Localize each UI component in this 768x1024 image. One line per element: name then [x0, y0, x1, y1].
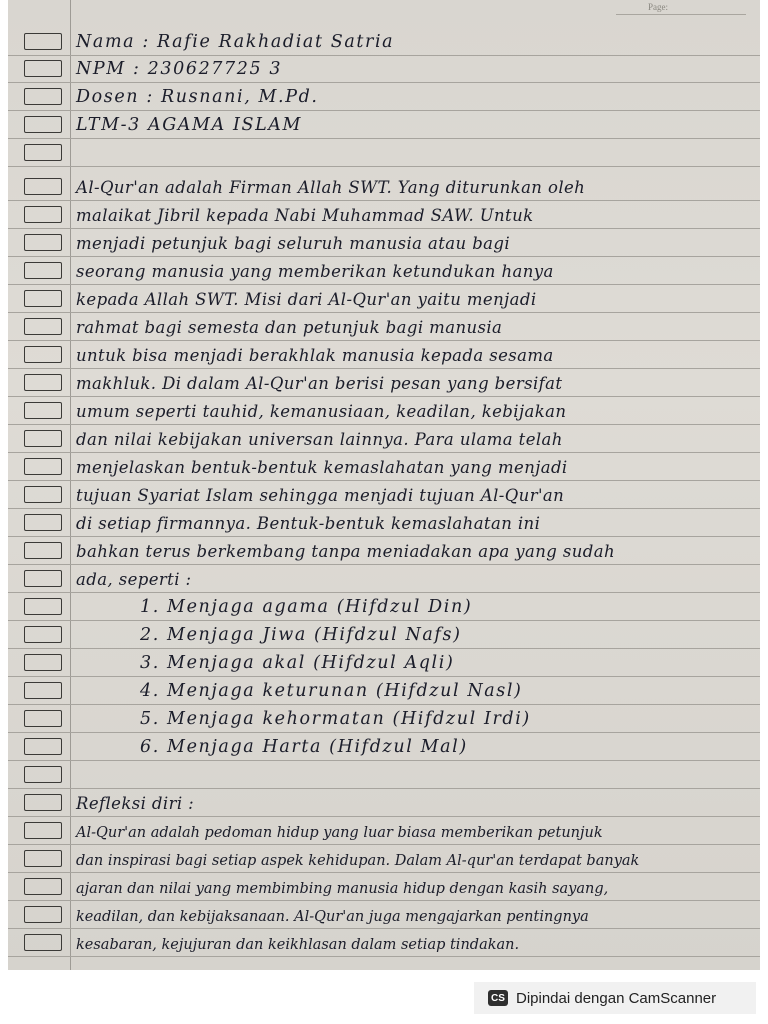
camscanner-badge [474, 982, 756, 1014]
checkbox [24, 206, 62, 223]
ruled-line [8, 312, 760, 341]
ruled-line [8, 54, 760, 83]
checkbox [24, 458, 62, 475]
ruled-line [8, 256, 760, 285]
ruled-line [8, 704, 760, 733]
body-line: malaikat Jibril kepada Nabi Muhammad SAW. Untuk [76, 205, 534, 225]
checkbox [24, 878, 62, 895]
ruled-line [8, 27, 760, 56]
body-line: seorang manusia yang memberikan ketundukan hanya [76, 261, 554, 281]
checkbox [24, 262, 62, 279]
checkbox [24, 402, 62, 419]
ruled-line [8, 452, 760, 481]
ruled-line [8, 110, 760, 139]
checkbox [24, 626, 62, 643]
reflection-line: dan inspirasi bagi setiap aspek kehidupan. Dalam Al-qur'an terdapat banyak [76, 852, 640, 869]
checkbox [24, 290, 62, 307]
list-item: 6. Menjaga Harta (Hifdzul Mal) [140, 736, 468, 757]
checkbox [24, 710, 62, 727]
ruled-line [8, 928, 760, 957]
ruled-line [8, 228, 760, 257]
ruled-line [8, 816, 760, 845]
checkbox [24, 318, 62, 335]
checkbox [24, 794, 62, 811]
checkbox [24, 430, 62, 447]
checkbox [24, 598, 62, 615]
ruled-line [8, 424, 760, 453]
header-name: Nama : Rafie Rakhadiat Satria [76, 31, 395, 52]
checkbox [24, 906, 62, 923]
list-item: 4. Menjaga keturunan (Hifdzul Nasl) [140, 680, 523, 701]
checkbox [24, 88, 62, 105]
body-line: menjelaskan bentuk-bentuk kemaslahatan yang menjadi [76, 457, 568, 477]
body-line: dan nilai kebijakan universan lainnya. Para ulama telah [76, 429, 563, 449]
header-npm: NPM : 230627725 3 [76, 58, 283, 79]
page-number-line [616, 14, 746, 15]
header-subject: LTM-3 AGAMA ISLAM [76, 114, 303, 135]
notebook-page [8, 0, 760, 970]
checkbox [24, 654, 62, 671]
ruled-line [8, 648, 760, 677]
checkbox [24, 144, 62, 161]
checkbox [24, 766, 62, 783]
ruled-line [8, 368, 760, 397]
checkbox [24, 822, 62, 839]
body-line: makhluk. Di dalam Al-Qur'an berisi pesan yang bersifat [76, 373, 563, 393]
page-label: Page: [648, 2, 668, 12]
ruled-line [8, 564, 760, 593]
body-line: kepada Allah SWT. Misi dari Al-Qur'an yaitu menjadi [76, 289, 537, 309]
camscanner-label: Dipindai dengan CamScanner [516, 989, 717, 1007]
ruled-line [8, 872, 760, 901]
reflection-title: Refleksi diri : [76, 793, 195, 813]
checkbox [24, 178, 62, 195]
ruled-line [8, 732, 760, 761]
checkbox [24, 850, 62, 867]
list-item: 1. Menjaga agama (Hifdzul Din) [140, 596, 473, 617]
checkbox [24, 514, 62, 531]
ruled-line [8, 396, 760, 425]
ruled-line [8, 788, 760, 817]
body-line: ada, seperti : [76, 569, 192, 589]
checkbox [24, 346, 62, 363]
reflection-line: ajaran dan nilai yang membimbing manusia hidup dengan kasih sayang, [76, 880, 609, 897]
camscanner-icon: CS [488, 990, 508, 1006]
ruled-line [8, 82, 760, 111]
ruled-line [8, 900, 760, 929]
ruled-line [8, 284, 760, 313]
ruled-line [8, 172, 760, 201]
reflection-line: keadilan, dan kebijaksanaan. Al-Qur'an juga mengajarkan pentingnya [76, 908, 589, 925]
checkbox [24, 60, 62, 77]
list-item: 2. Menjaga Jiwa (Hifdzul Nafs) [140, 624, 462, 645]
reflection-line: Al-Qur'an adalah pedoman hidup yang luar biasa memberikan petunjuk [76, 824, 603, 841]
body-line: menjadi petunjuk bagi seluruh manusia atau bagi [76, 233, 511, 253]
reflection-line: kesabaran, kejujuran dan keikhlasan dalam setiap tindakan. [76, 936, 520, 953]
checkbox [24, 116, 62, 133]
ruled-line [8, 676, 760, 705]
checkbox [24, 682, 62, 699]
list-item: 5. Menjaga kehormatan (Hifdzul Irdi) [140, 708, 531, 729]
checkbox [24, 570, 62, 587]
body-line: umum seperti tauhid, kemanusiaan, keadilan, kebijakan [76, 401, 567, 421]
ruled-line [8, 536, 760, 565]
ruled-line [8, 340, 760, 369]
checkbox [24, 738, 62, 755]
body-line: Al-Qur'an adalah Firman Allah SWT. Yang diturunkan oleh [76, 177, 586, 197]
checkbox [24, 486, 62, 503]
checkbox [24, 934, 62, 951]
body-line: tujuan Syariat Islam sehingga menjadi tujuan Al-Qur'an [76, 485, 565, 505]
checkbox [24, 33, 62, 50]
body-line: untuk bisa menjadi berakhlak manusia kepada sesama [76, 345, 554, 365]
list-item: 3. Menjaga akal (Hifdzul Aqli) [140, 652, 455, 673]
ruled-line-empty [8, 760, 760, 789]
checkbox [24, 374, 62, 391]
ruled-line [8, 620, 760, 649]
ruled-line [8, 200, 760, 229]
body-line: di setiap firmannya. Bentuk-bentuk kemaslahatan ini [76, 513, 541, 533]
body-line: bahkan terus berkembang tanpa meniadakan apa yang sudah [76, 541, 616, 561]
ruled-line-empty [8, 138, 760, 167]
ruled-line [8, 592, 760, 621]
checkbox [24, 234, 62, 251]
ruled-line [8, 844, 760, 873]
ruled-line [8, 480, 760, 509]
body-line: rahmat bagi semesta dan petunjuk bagi manusia [76, 317, 503, 337]
ruled-line [8, 508, 760, 537]
checkbox [24, 542, 62, 559]
header-dosen: Dosen : Rusnani, M.Pd. [76, 86, 319, 107]
